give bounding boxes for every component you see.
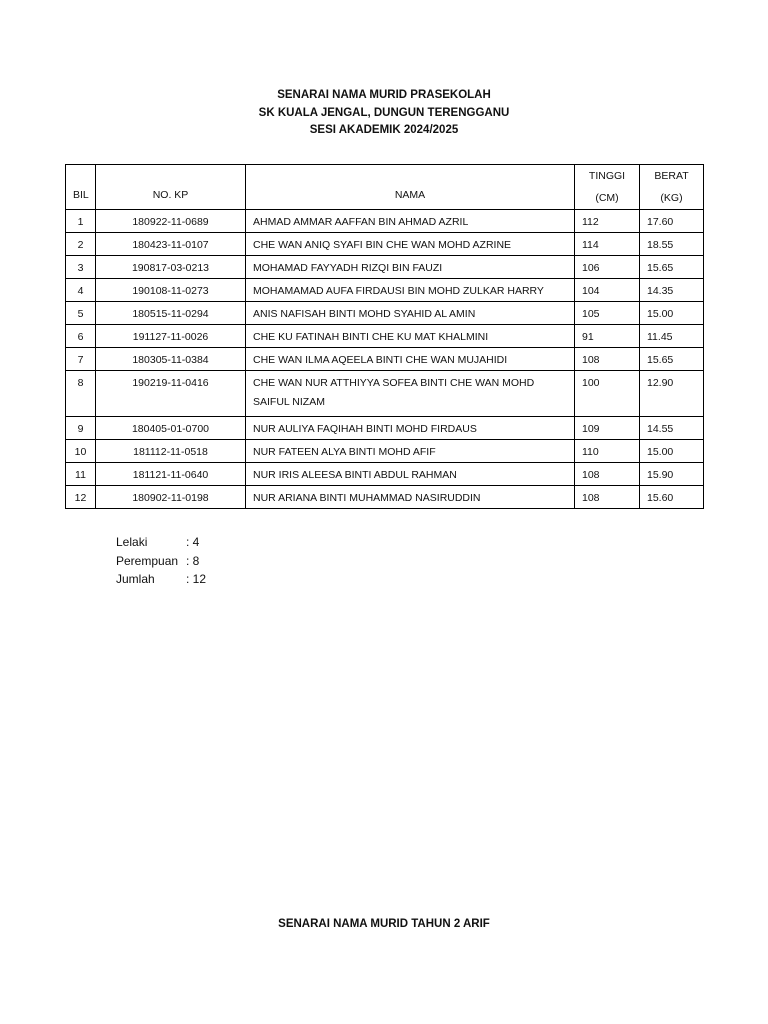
cell-berat: 15.90	[640, 463, 704, 486]
cell-tinggi: 110	[575, 440, 640, 463]
table-row	[66, 233, 704, 256]
table-row	[66, 279, 704, 302]
cell-nama: CHE WAN ILMA AQEELA BINTI CHE WAN MUJAHIDI	[246, 348, 575, 371]
cell-bil: 8	[66, 371, 96, 417]
summary-jumlah-value: : 12	[186, 572, 207, 586]
table-row	[66, 463, 704, 486]
cell-bil: 5	[66, 302, 96, 325]
summary-jumlah	[116, 570, 206, 588]
cell-no-kp: 180423-11-0107	[96, 233, 246, 256]
header-no-kp: NO. KP	[96, 165, 246, 210]
cell-berat: 12.90	[640, 371, 704, 417]
cell-no-kp: 190219-11-0416	[96, 371, 246, 417]
table-row	[66, 486, 704, 509]
summary-lelaki	[116, 533, 199, 551]
cell-no-kp: 180922-11-0689	[96, 210, 246, 233]
cell-tinggi: 108	[575, 463, 640, 486]
cell-no-kp: 190108-11-0273	[96, 279, 246, 302]
cell-no-kp: 180902-11-0198	[96, 486, 246, 509]
cell-berat: 14.55	[640, 417, 704, 440]
next-list-title: SENARAI NAMA MURID TAHUN 2 ARIF	[278, 918, 490, 930]
cell-tinggi: 106	[575, 256, 640, 279]
cell-bil: 9	[66, 417, 96, 440]
header-berat	[640, 165, 704, 210]
cell-nama: MOHAMAMAD AUFA FIRDAUSI BIN MOHD ZULKAR HARRY	[246, 279, 575, 302]
cell-bil: 11	[66, 463, 96, 486]
cell-tinggi: 112	[575, 210, 640, 233]
cell-tinggi: 109	[575, 417, 640, 440]
cell-berat: 15.60	[640, 486, 704, 509]
cell-no-kp: 191127-11-0026	[96, 325, 246, 348]
cell-berat: 18.55	[640, 233, 704, 256]
summary-perempuan-value: : 8	[186, 554, 200, 568]
header-tinggi-unit: (CM)	[595, 192, 619, 204]
cell-no-kp: 190817-03-0213	[96, 256, 246, 279]
cell-no-kp: 181112-11-0518	[96, 440, 246, 463]
cell-bil: 4	[66, 279, 96, 302]
cell-bil: 1	[66, 210, 96, 233]
header-berat-unit: (KG)	[660, 192, 683, 204]
table-row	[66, 325, 704, 348]
cell-tinggi: 108	[575, 348, 640, 371]
cell-nama: AHMAD AMMAR AAFFAN BIN AHMAD AZRIL	[246, 210, 575, 233]
table-header-row	[66, 165, 704, 210]
header-nama: NAMA	[246, 165, 575, 210]
cell-berat: 15.65	[640, 348, 704, 371]
cell-berat: 15.00	[640, 440, 704, 463]
summary-perempuan-label: Perempuan	[116, 554, 179, 568]
cell-nama: NUR IRIS ALEESA BINTI ABDUL RAHMAN	[246, 463, 575, 486]
cell-tinggi: 105	[575, 302, 640, 325]
cell-nama: ANIS NAFISAH BINTI MOHD SYAHID AL AMIN	[246, 302, 575, 325]
table-row	[66, 348, 704, 371]
cell-nama: MOHAMAD FAYYADH RIZQI BIN FAUZI	[246, 256, 575, 279]
cell-berat: 15.00	[640, 302, 704, 325]
cell-tinggi: 91	[575, 325, 640, 348]
cell-berat: 17.60	[640, 210, 704, 233]
cell-nama: CHE KU FATINAH BINTI CHE KU MAT KHALMINI	[246, 325, 575, 348]
student-table	[65, 164, 704, 509]
table-body	[66, 210, 704, 509]
summary-jumlah-label: Jumlah	[116, 572, 155, 586]
cell-bil: 3	[66, 256, 96, 279]
cell-bil: 2	[66, 233, 96, 256]
table-row	[66, 256, 704, 279]
cell-tinggi: 104	[575, 279, 640, 302]
cell-tinggi: 114	[575, 233, 640, 256]
summary-lelaki-label: Lelaki	[116, 535, 148, 549]
school-name: SK KUALA JENGAL, DUNGUN TERENGGANU	[258, 107, 510, 119]
cell-no-kp: 180305-11-0384	[96, 348, 246, 371]
summary-perempuan	[116, 552, 199, 570]
cell-bil: 7	[66, 348, 96, 371]
header-tinggi	[575, 165, 640, 210]
cell-no-kp: 181121-11-0640	[96, 463, 246, 486]
table-row	[66, 440, 704, 463]
cell-berat: 11.45	[640, 325, 704, 348]
document-title: SENARAI NAMA MURID PRASEKOLAH	[277, 89, 491, 101]
cell-no-kp: 180515-11-0294	[96, 302, 246, 325]
cell-tinggi: 100	[575, 371, 640, 417]
header-berat-label: BERAT	[654, 170, 689, 182]
cell-tinggi: 108	[575, 486, 640, 509]
cell-no-kp: 180405-01-0700	[96, 417, 246, 440]
table-row	[66, 302, 704, 325]
table-row	[66, 371, 704, 417]
cell-bil: 12	[66, 486, 96, 509]
cell-nama: NUR FATEEN ALYA BINTI MOHD AFIF	[246, 440, 575, 463]
cell-nama: NUR AULIYA FAQIHAH BINTI MOHD FIRDAUS	[246, 417, 575, 440]
cell-bil: 6	[66, 325, 96, 348]
cell-berat: 14.35	[640, 279, 704, 302]
header-tinggi-label: TINGGI	[588, 170, 626, 182]
academic-session: SESI AKADEMIK 2024/2025	[309, 124, 459, 136]
cell-nama: NUR ARIANA BINTI MUHAMMAD NASIRUDDIN	[246, 486, 575, 509]
table-row	[66, 417, 704, 440]
header-bil: BIL	[66, 165, 96, 210]
summary-lelaki-value: : 4	[186, 535, 200, 549]
cell-nama: CHE WAN NUR ATTHIYYA SOFEA BINTI CHE WAN MOHD SAIFUL NIZAM	[246, 371, 575, 417]
cell-bil: 10	[66, 440, 96, 463]
cell-berat: 15.65	[640, 256, 704, 279]
cell-nama: CHE WAN ANIQ SYAFI BIN CHE WAN MOHD AZRINE	[246, 233, 575, 256]
table-row	[66, 210, 704, 233]
